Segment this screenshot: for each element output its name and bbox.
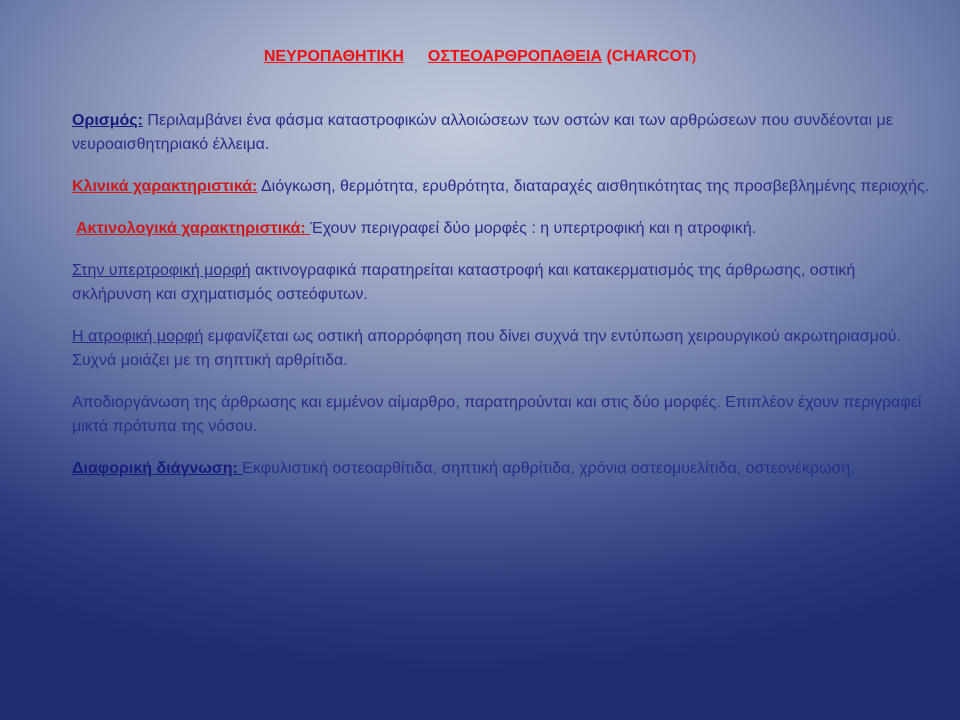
title-part-osteoarthropathy: ΟΣΤΕΟΑΡΘΡΟΠΑΘΕΙΑ — [427, 48, 602, 65]
title-part-charcot: (CHARCOT — [606, 48, 692, 65]
disorganization-text: Αποδιοργάνωση της άρθρωσης και εμμένον αίμαρθρο, παρατηρούνται και στις δύο μορφές. Επιπλέον έχουν περιγραφεί μικτά πρότυπα της νόσου. — [72, 394, 922, 435]
title-close-paren: ) — [691, 49, 697, 64]
differential-text: Εκφυλιστική οστεοαρθίτιδα, σηπτική αρθρίτιδα, χρόνια οστεομυελίτιδα, οστεονέκρωση. — [242, 460, 855, 477]
definition-paragraph — [72, 109, 932, 157]
differential-label: Διαφορική διάγνωση: — [72, 460, 243, 477]
definition-label: Ορισμός: — [72, 112, 143, 129]
atrophic-label: Η ατροφική μορφή — [72, 328, 204, 345]
definition-text: Περιλαμβάνει ένα φάσμα καταστροφικών αλλοιώσεων των οστών και των αρθρώσεων που συνδέονται με νευροαισθητηριακό έλλειμα. — [72, 112, 893, 153]
hypertrophic-label: Στην υπερτροφική μορφή — [72, 262, 251, 279]
slide-title — [0, 48, 960, 66]
atrophic-text: εμφανίζεται ως οστική απορρόφηση που δίνει συχνά την εντύπωση χειρουργικού ακρωτηριασμού. Συχνά μοιάζει με τη σηπτική αρθρίτιδα. — [72, 328, 901, 369]
disorganization-paragraph — [72, 391, 932, 439]
clinical-paragraph — [72, 175, 932, 199]
radiological-label: Ακτινολογικά χαρακτηριστικά: — [76, 220, 311, 237]
clinical-text: Διόγκωση, θερμότητα, ερυθρότητα, διαταραχές αισθητικότητας της προσβεβλημένης περιοχής. — [257, 178, 930, 195]
clinical-label: Κλινικά χαρακτηριστικά: — [72, 178, 258, 195]
radiological-text: Έχουν περιγραφεί δύο μορφές : η υπερτροφική και η ατροφική. — [310, 220, 757, 237]
title-part-neuropathic: ΝΕΥΡΟΠΑΘΗΤΙΚΗ — [263, 48, 404, 65]
atrophic-paragraph — [72, 325, 932, 373]
slide-body — [72, 109, 932, 499]
differential-paragraph — [72, 457, 932, 481]
radiological-paragraph — [76, 217, 932, 241]
hypertrophic-paragraph — [72, 259, 932, 307]
hypertrophic-text: ακτινογραφικά παρατηρείται καταστροφή και κατακερματισμός της άρθρωσης, οστική σκλήρυνση και σχηματισμός οστεόφυτων. — [72, 262, 856, 303]
